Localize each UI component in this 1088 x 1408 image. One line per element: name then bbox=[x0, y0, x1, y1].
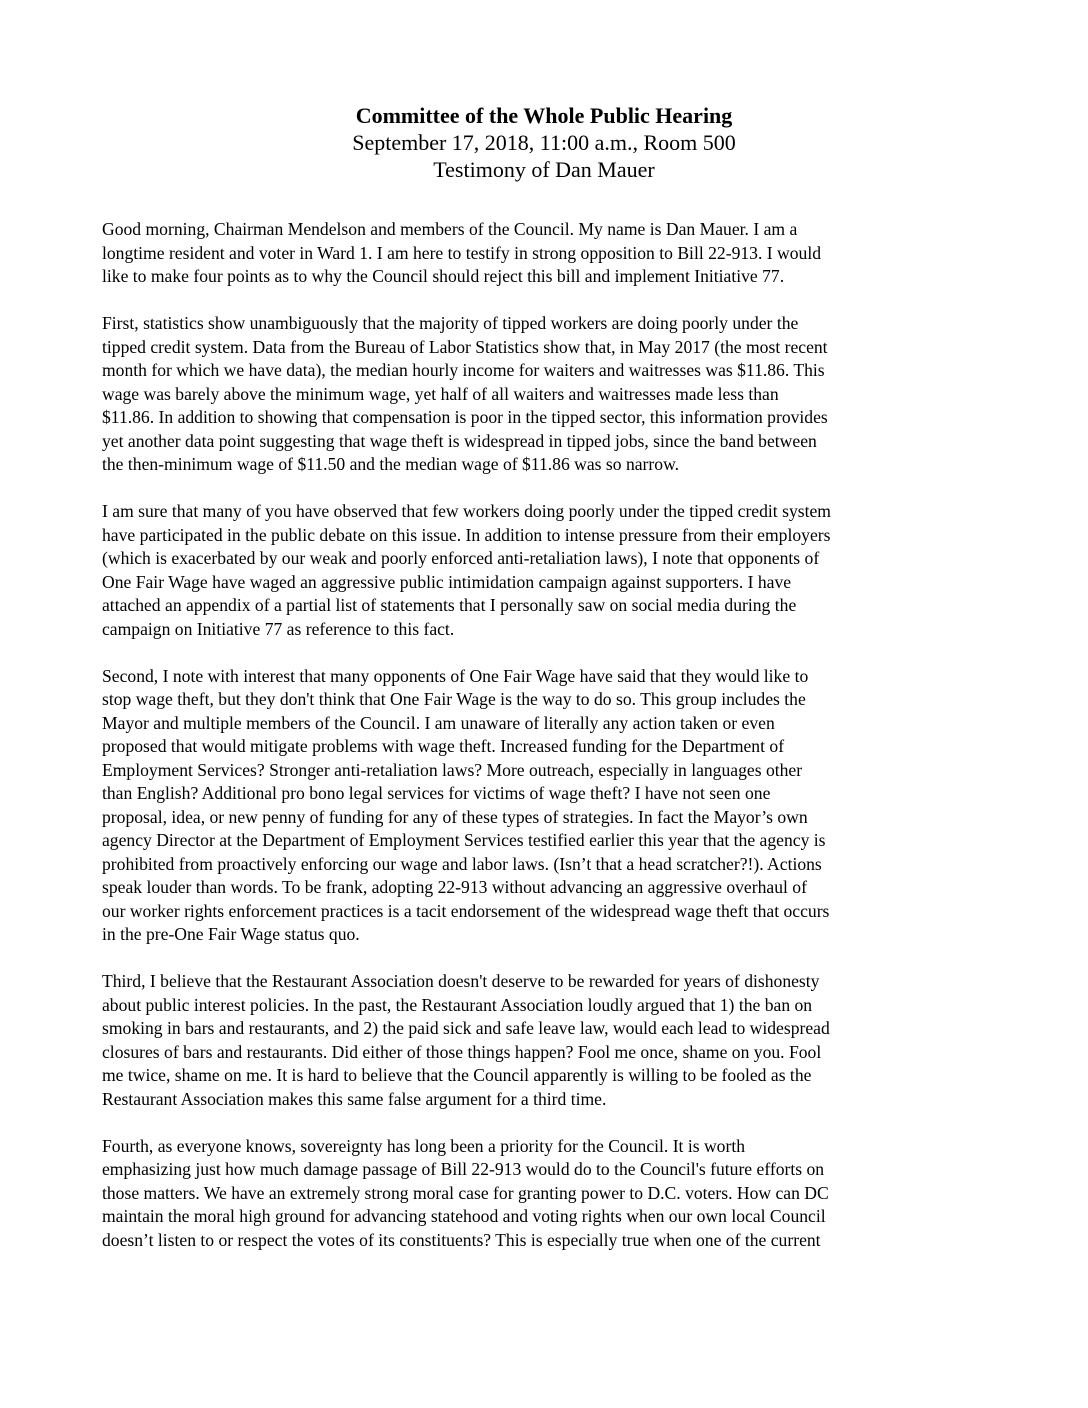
testimony-author: Testimony of Dan Mauer bbox=[433, 157, 655, 182]
paragraph-line: those matters. We have an extremely strong moral case for granting power to D.C. voters. How can DC bbox=[102, 1182, 829, 1203]
paragraph bbox=[102, 1135, 992, 1253]
paragraph-line: me twice, shame on me. It is hard to believe that the Council apparently is willing to be fooled as the bbox=[102, 1065, 812, 1085]
paragraph-line: emphasizing just how much damage passage of Bill 22-913 would do to the Council's future efforts on bbox=[102, 1159, 825, 1179]
paragraph-line: about public interest policies. In the past, the Restaurant Association loudly argued that 1) the ban on bbox=[102, 994, 813, 1015]
paragraph-line: closures of bars and restaurants. Did either of those things happen? Fool me once, shame on you. Fool bbox=[102, 1041, 822, 1062]
paragraph-line: attached an appendix of a partial list of statements that I personally saw on social media during the bbox=[102, 595, 797, 615]
paragraph-line: in the pre-One Fair Wage status quo. bbox=[102, 924, 360, 944]
paragraph-line: maintain the moral high ground for advancing statehood and voting rights when our own local Council bbox=[102, 1206, 826, 1226]
paragraph-line: wage was barely above the minimum wage, yet half of all waiters and waitresses made less than bbox=[102, 383, 779, 404]
document-header bbox=[0, 102, 1088, 183]
paragraph-line: Good morning, Chairman Mendelson and members of the Council. My name is Dan Mauer. I am a bbox=[102, 219, 798, 239]
paragraph-line: $11.86. In addition to showing that compensation is poor in the tipped sector, this information provides bbox=[102, 407, 828, 427]
paragraph-line: like to make four points as to why the Council should reject this bill and implement Initiative 77. bbox=[102, 266, 785, 286]
paragraph-line: yet another data point suggesting that wage theft is widespread in tipped jobs, since the band between bbox=[102, 430, 817, 451]
testimony-body bbox=[102, 218, 992, 1276]
paragraph-line: proposal, idea, or new penny of funding for any of these types of strategies. In fact the Mayor’s own bbox=[102, 806, 808, 827]
paragraph-line: Employment Services? Stronger anti-retaliation laws? More outreach, especially in languages other bbox=[102, 759, 803, 780]
paragraph-line: the then-minimum wage of $11.50 and the median wage of $11.86 was so narrow. bbox=[102, 454, 680, 474]
paragraph-line: tipped credit system. Data from the Bureau of Labor Statistics show that, in May 2017 (the most recent bbox=[102, 336, 828, 357]
paragraph bbox=[102, 970, 992, 1111]
paragraph-line: stop wage theft, but they don't think that One Fair Wage is the way to do so. This group includes the bbox=[102, 689, 806, 709]
paragraph-line: One Fair Wage have waged an aggressive public intimidation campaign against supporters. I have bbox=[102, 571, 792, 592]
paragraph-line: prohibited from proactively enforcing our wage and labor laws. (Isn’t that a head scratcher?!). Actions bbox=[102, 853, 822, 874]
paragraph-line: smoking in bars and restaurants, and 2) the paid sick and safe leave law, would each lead to widespread bbox=[102, 1018, 830, 1038]
paragraph-line: Fourth, as everyone knows, sovereignty has long been a priority for the Council. It is worth bbox=[102, 1135, 746, 1156]
paragraph bbox=[102, 218, 992, 289]
paragraph-line: campaign on Initiative 77 as reference to this fact. bbox=[102, 618, 455, 639]
paragraph-line: proposed that would mitigate problems with wage theft. Increased funding for the Department of bbox=[102, 736, 785, 756]
paragraph bbox=[102, 665, 992, 947]
hearing-title: Committee of the Whole Public Hearing bbox=[355, 103, 733, 128]
paragraph-line: month for which we have data), the median hourly income for waiters and waitresses was $11.86. This bbox=[102, 360, 825, 380]
paragraph bbox=[102, 500, 992, 641]
paragraph-line: Third, I believe that the Restaurant Association doesn't deserve to be rewarded for years of dishonesty bbox=[102, 971, 820, 991]
paragraph-line: (which is exacerbated by our weak and poorly enforced anti-retaliation laws), I note that opponents of bbox=[102, 548, 820, 568]
paragraph-line: First, statistics show unambiguously that the majority of tipped workers are doing poorly under the bbox=[102, 313, 799, 333]
paragraph-line: longtime resident and voter in Ward 1. I am here to testify in strong opposition to Bill 22-913. I would bbox=[102, 242, 822, 263]
paragraph-line: Second, I note with interest that many opponents of One Fair Wage have said that they would like to bbox=[102, 665, 809, 686]
paragraph-line: Mayor and multiple members of the Council. I am unaware of literally any action taken or even bbox=[102, 712, 775, 733]
paragraph bbox=[102, 312, 992, 477]
paragraph-line: agency Director at the Department of Employment Services testified earlier this year that the agency is bbox=[102, 830, 826, 850]
hearing-date-location: September 17, 2018, 11:00 a.m., Room 500 bbox=[352, 130, 736, 155]
paragraph-line: speak louder than words. To be frank, adopting 22-913 without advancing an aggressive overhaul of bbox=[102, 877, 807, 897]
paragraph-line: Restaurant Association makes this same false argument for a third time. bbox=[102, 1088, 607, 1109]
paragraph-line: our worker rights enforcement practices is a tacit endorsement of the widespread wage theft that occurs bbox=[102, 900, 830, 921]
paragraph-line: have participated in the public debate on this issue. In addition to intense pressure from their employers bbox=[102, 524, 831, 545]
paragraph-line: than English? Additional pro bono legal services for victims of wage theft? I have not seen one bbox=[102, 783, 771, 803]
paragraph-line: I am sure that many of you have observed that few workers doing poorly under the tipped credit system bbox=[102, 501, 831, 521]
paragraph-line: doesn’t listen to or respect the votes of its constituents? This is especially true when one of the current bbox=[102, 1229, 821, 1250]
